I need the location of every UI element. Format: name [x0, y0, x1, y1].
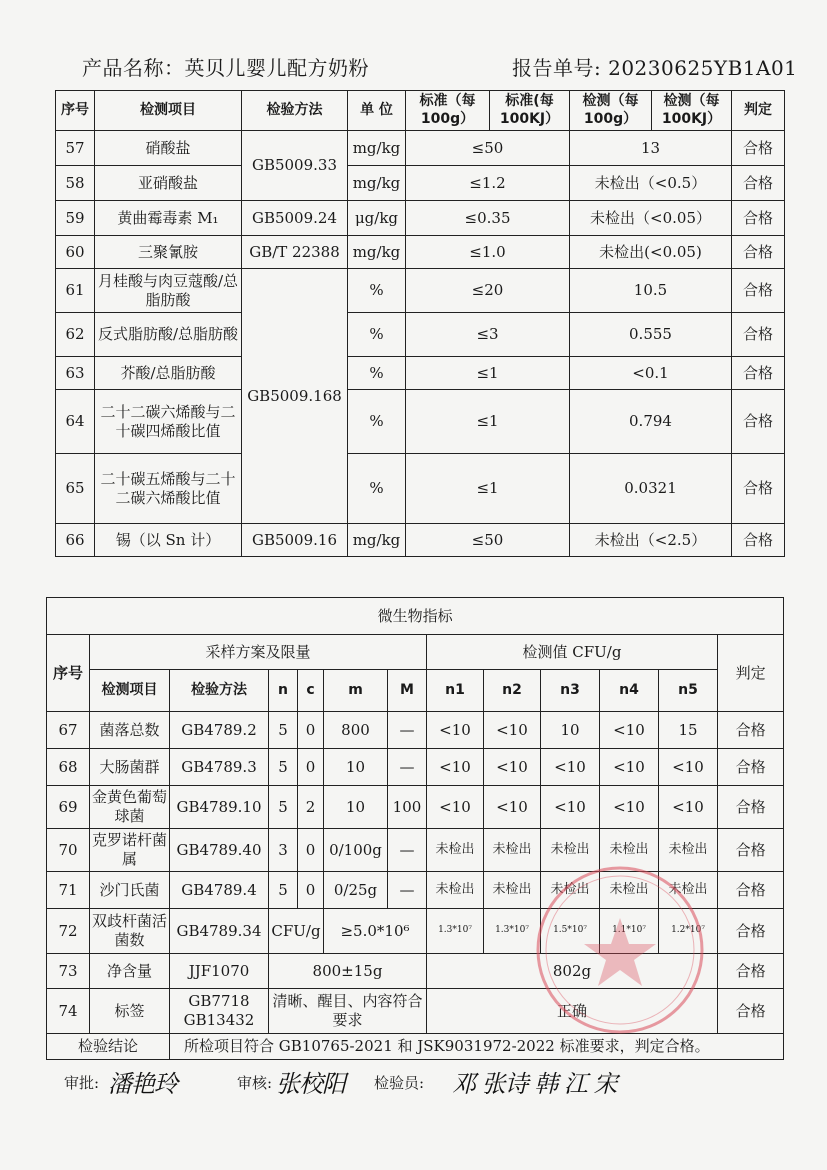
col-header-det-100g: 检测（每100g）	[570, 91, 652, 131]
row-item: 双歧杆菌活菌数	[90, 909, 170, 954]
row-no: 65	[56, 454, 95, 524]
table-row	[56, 313, 785, 357]
row-judge: 合格	[732, 524, 785, 557]
row-no: 70	[47, 829, 90, 872]
row-m: 800	[324, 712, 388, 749]
row-item: 二十二碳六烯酸与二十碳四烯酸比值	[95, 390, 242, 454]
row-judge: 合格	[732, 201, 785, 236]
col-header-judge: 判定	[718, 635, 784, 712]
row-c: 0	[298, 749, 324, 786]
row-M: —	[388, 872, 427, 909]
row-judge: 合格	[718, 954, 784, 989]
col-header-m: m	[324, 670, 388, 712]
row-c: 0	[298, 829, 324, 872]
row-det: 13	[570, 131, 732, 166]
row-n: 5	[269, 712, 298, 749]
row-n5: 未检出	[659, 829, 718, 872]
row-n2: 1.3*10⁷	[484, 909, 541, 954]
row-judge: 合格	[718, 872, 784, 909]
row-n2: <10	[484, 749, 541, 786]
row-n: 3	[269, 829, 298, 872]
row-no: 73	[47, 954, 90, 989]
table-row	[47, 954, 784, 989]
row-det: 未检出(<0.05)	[570, 236, 732, 269]
row-method: GB5009.33	[242, 131, 348, 201]
row-result: 802g	[427, 954, 718, 989]
row-method: GB5009.16	[242, 524, 348, 557]
product-name: 产品名称：英贝儿婴儿配方奶粉	[82, 56, 369, 80]
row-judge: 合格	[718, 909, 784, 954]
microbial-title: 微生物指标	[47, 598, 784, 635]
row-no: 57	[56, 131, 95, 166]
row-det: 0.794	[570, 390, 732, 454]
table-row	[56, 201, 785, 236]
row-no: 72	[47, 909, 90, 954]
row-std: ≤20	[406, 269, 570, 313]
row-n4: 1.1*10⁷	[600, 909, 659, 954]
row-n1: <10	[427, 712, 484, 749]
row-judge: 合格	[732, 166, 785, 201]
row-item: 黄曲霉毒素 M₁	[95, 201, 242, 236]
table-row	[56, 524, 785, 557]
row-m: 0/100g	[324, 829, 388, 872]
row-n3: 未检出	[541, 829, 600, 872]
col-header-std-100g: 标准（每100g）	[406, 91, 490, 131]
row-result: 正确	[427, 989, 718, 1034]
row-m: 10	[324, 786, 388, 829]
row-no: 63	[56, 357, 95, 390]
conclusion-text: 所检项目符合 GB10765-2021 和 JSK9031972-2022 标准要求，判定合格。	[170, 1034, 784, 1060]
row-limit: 800±15g	[269, 954, 427, 989]
row-item: 净含量	[90, 954, 170, 989]
inspector-label: 检验员:	[374, 1074, 425, 1092]
row-no: 71	[47, 872, 90, 909]
microbial-results-table	[46, 597, 784, 1060]
table-row	[56, 390, 785, 454]
row-n4: <10	[600, 786, 659, 829]
col-header-no: 序号	[56, 91, 95, 131]
row-judge: 合格	[718, 829, 784, 872]
row-M: 100	[388, 786, 427, 829]
row-judge: 合格	[718, 786, 784, 829]
row-c: 0	[298, 872, 324, 909]
table-row	[47, 872, 784, 909]
row-det: 0.0321	[570, 454, 732, 524]
table-row	[56, 131, 785, 166]
conclusion-label: 检验结论	[47, 1034, 170, 1060]
row-n2: 未检出	[484, 872, 541, 909]
row-judge: 合格	[718, 712, 784, 749]
row-item: 沙门氏菌	[90, 872, 170, 909]
row-no: 67	[47, 712, 90, 749]
table-row	[56, 166, 785, 201]
row-no: 74	[47, 989, 90, 1034]
row-item: 大肠菌群	[90, 749, 170, 786]
row-std: ≤50	[406, 524, 570, 557]
row-unit: mg/kg	[348, 131, 406, 166]
col-header-method: 检验方法	[242, 91, 348, 131]
row-M: —	[388, 712, 427, 749]
row-n: 5	[269, 872, 298, 909]
row-n: 5	[269, 749, 298, 786]
row-std: ≤1	[406, 357, 570, 390]
row-no: 68	[47, 749, 90, 786]
col-header-plan: 采样方案及限量	[90, 635, 427, 670]
col-header-unit: 单 位	[348, 91, 406, 131]
row-unit: mg/kg	[348, 524, 406, 557]
col-header-item: 检测项目	[95, 91, 242, 131]
row-item: 月桂酸与肉豆蔻酸/总脂肪酸	[95, 269, 242, 313]
row-method: JJF1070	[170, 954, 269, 989]
approver-signature: 潘艳玲	[108, 1070, 177, 1098]
row-unit: μg/kg	[348, 201, 406, 236]
row-item: 反式脂肪酸/总脂肪酸	[95, 313, 242, 357]
row-judge: 合格	[718, 749, 784, 786]
row-method: GB4789.34	[170, 909, 269, 954]
row-c: 2	[298, 786, 324, 829]
row-method: GB4789.3	[170, 749, 269, 786]
row-unit: mg/kg	[348, 166, 406, 201]
row-std: ≤1.2	[406, 166, 570, 201]
row-no: 59	[56, 201, 95, 236]
row-std: ≤1.0	[406, 236, 570, 269]
row-item: 亚硝酸盐	[95, 166, 242, 201]
col-header-n1: n1	[427, 670, 484, 712]
row-unit: %	[348, 357, 406, 390]
col-header-n: n	[269, 670, 298, 712]
row-limit: ≥5.0*10⁶	[324, 909, 427, 954]
row-std: ≤50	[406, 131, 570, 166]
row-judge: 合格	[732, 269, 785, 313]
row-limit: 清晰、醒目、内容符合要求	[269, 989, 427, 1034]
table-row	[47, 712, 784, 749]
row-method	[170, 989, 269, 1034]
row-method: GB4789.40	[170, 829, 269, 872]
row-std: ≤0.35	[406, 201, 570, 236]
col-header-c: c	[298, 670, 324, 712]
row-item: 菌落总数	[90, 712, 170, 749]
col-header-n5: n5	[659, 670, 718, 712]
table-row	[47, 909, 784, 954]
row-n3: 未检出	[541, 872, 600, 909]
row-n2: <10	[484, 712, 541, 749]
row-unit: %	[348, 454, 406, 524]
row-det: 未检出（<0.5）	[570, 166, 732, 201]
row-n1: 未检出	[427, 872, 484, 909]
method-line-1: GB7718	[188, 992, 250, 1011]
row-item: 三聚氰胺	[95, 236, 242, 269]
row-item: 硝酸盐	[95, 131, 242, 166]
row-n5: <10	[659, 749, 718, 786]
row-n3: 1.5*10⁷	[541, 909, 600, 954]
row-item: 锡（以 Sn 计）	[95, 524, 242, 557]
row-n5: 1.2*10⁷	[659, 909, 718, 954]
col-header-det-100kj: 检测（每100KJ）	[652, 91, 732, 131]
row-item: 芥酸/总脂肪酸	[95, 357, 242, 390]
row-det: <0.1	[570, 357, 732, 390]
table-row	[56, 236, 785, 269]
row-unit: %	[348, 390, 406, 454]
row-n2: 未检出	[484, 829, 541, 872]
row-n5: 未检出	[659, 872, 718, 909]
col-header-method: 检验方法	[170, 670, 269, 712]
row-M: —	[388, 749, 427, 786]
report-number: 报告单号: 20230625YB1A01	[512, 56, 798, 80]
row-item: 标签	[90, 989, 170, 1034]
row-no: 69	[47, 786, 90, 829]
row-n1: <10	[427, 749, 484, 786]
reviewer-signature: 张校阳	[276, 1070, 345, 1098]
row-item: 金黄色葡萄球菌	[90, 786, 170, 829]
row-method: GB/T 22388	[242, 236, 348, 269]
row-m: 10	[324, 749, 388, 786]
table-row	[47, 989, 784, 1034]
row-m: 0/25g	[324, 872, 388, 909]
row-no: 61	[56, 269, 95, 313]
col-header-n3: n3	[541, 670, 600, 712]
row-judge: 合格	[732, 357, 785, 390]
row-n1: <10	[427, 786, 484, 829]
row-std: ≤3	[406, 313, 570, 357]
col-header-judge: 判定	[732, 91, 785, 131]
row-unit: %	[348, 313, 406, 357]
row-method: GB4789.4	[170, 872, 269, 909]
row-judge: 合格	[732, 236, 785, 269]
row-n5: 15	[659, 712, 718, 749]
row-method: GB4789.10	[170, 786, 269, 829]
row-n4: 未检出	[600, 872, 659, 909]
row-n1: 未检出	[427, 829, 484, 872]
row-std: ≤1	[406, 390, 570, 454]
chemical-results-table	[55, 90, 785, 557]
row-no: 60	[56, 236, 95, 269]
row-no: 64	[56, 390, 95, 454]
col-header-M: M	[388, 670, 427, 712]
row-n5: <10	[659, 786, 718, 829]
row-judge: 合格	[718, 989, 784, 1034]
row-judge: 合格	[732, 390, 785, 454]
reviewer-label: 审核:	[237, 1074, 273, 1092]
col-header-n4: n4	[600, 670, 659, 712]
col-header-item: 检测项目	[90, 670, 170, 712]
table-row	[56, 357, 785, 390]
col-header-result: 检测值 CFU/g	[427, 635, 718, 670]
row-n1: 1.3*10⁷	[427, 909, 484, 954]
row-c: 0	[298, 712, 324, 749]
row-n3: 10	[541, 712, 600, 749]
row-method: GB4789.2	[170, 712, 269, 749]
row-method: GB5009.168	[242, 269, 348, 524]
row-n: 5	[269, 786, 298, 829]
row-n3: <10	[541, 786, 600, 829]
row-det: 未检出（<0.05）	[570, 201, 732, 236]
table-row	[56, 454, 785, 524]
row-det: 10.5	[570, 269, 732, 313]
col-header-std-100kj: 标准(每100KJ）	[490, 91, 570, 131]
table-row	[47, 749, 784, 786]
row-n4: 未检出	[600, 829, 659, 872]
row-no: 58	[56, 166, 95, 201]
inspector-signatures: 邓 张诗 韩 江 宋	[452, 1070, 617, 1098]
table-row	[56, 269, 785, 313]
col-header-no: 序号	[47, 635, 90, 712]
row-det: 0.555	[570, 313, 732, 357]
col-header-n2: n2	[484, 670, 541, 712]
row-no: 62	[56, 313, 95, 357]
row-judge: 合格	[732, 131, 785, 166]
row-unit: mg/kg	[348, 236, 406, 269]
row-item: 二十碳五烯酸与二十二碳六烯酸比值	[95, 454, 242, 524]
table-row	[47, 829, 784, 872]
row-M: —	[388, 829, 427, 872]
row-no: 66	[56, 524, 95, 557]
row-judge: 合格	[732, 313, 785, 357]
row-judge: 合格	[732, 454, 785, 524]
row-method: GB5009.24	[242, 201, 348, 236]
row-unit: %	[348, 269, 406, 313]
conclusion-row	[47, 1034, 784, 1060]
table-row	[47, 786, 784, 829]
row-det: 未检出（<2.5）	[570, 524, 732, 557]
row-item: 克罗诺杆菌属	[90, 829, 170, 872]
row-unit: CFU/g	[269, 909, 324, 954]
method-line-2: GB13432	[183, 1011, 255, 1029]
row-std: ≤1	[406, 454, 570, 524]
row-n3: <10	[541, 749, 600, 786]
row-n2: <10	[484, 786, 541, 829]
row-n4: <10	[600, 712, 659, 749]
approver-label: 审批:	[64, 1074, 100, 1092]
row-n4: <10	[600, 749, 659, 786]
